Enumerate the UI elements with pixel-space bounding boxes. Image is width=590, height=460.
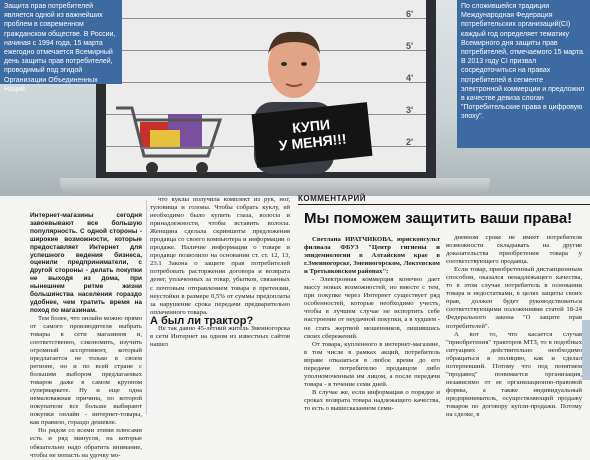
paragraph: Но рядом со всеми этими плюсами есть и ряд минусов, на которые обязательно надо обратить внимание, чтобы не попасть на удочку мо- bbox=[30, 427, 142, 459]
header-photo bbox=[0, 0, 590, 196]
article-column-1 bbox=[30, 212, 142, 460]
rubric-label: КОММЕНТАРИЙ bbox=[298, 194, 367, 203]
paragraph: что куклы получила комплект из рук, ног, туловища и головы. Чтобы собрать куклу, ей необходимо было купить глаза, волосы и принадлежности, чтобы вставить волосы. Женщина сделала скриншоты предложения продавца со своего компьютера и информации о продаже. Наличие информации о товаре и продавце позволило на основании ст. ст. 12, 13, 23.1 Закона о защите прав потребителей потребовать расторжения договора и возврата денег, уплаченных за товар, убытков, связанных с почтовым отправлением товара в претензии, неустойки в размере 0,5% от суммы предоплаты за нарушение срока передачи предварительно оплаченного товара. bbox=[150, 196, 290, 316]
paragraph: Тем более, что онлайн можно прямо от самого производителя выбрать товары в сети магазинов и, соответственно, сэкономить, изучить огромный ассортимент, который предлагается не только в своем регионе, но и по всей стране с большим выбором предлагаемых товаров даже в самом крупном супермаркете. Ну и еще одна немаловажная причина, по которой покупатели все больше выбирают покупки онлайн - интернет-товары, как правило, гораздо дешевле. bbox=[30, 314, 142, 427]
comment-column-1 bbox=[304, 236, 440, 413]
height-mark: 5' bbox=[406, 41, 414, 51]
sign-line-2: У МЕНЯ!!! bbox=[278, 130, 348, 154]
column-divider bbox=[146, 200, 147, 415]
subheading: А был ли трактор? bbox=[150, 314, 254, 327]
sign-line-1: КУПИ bbox=[291, 116, 331, 136]
author-intro: Светлана ИРАТЧИКОВА, юрисконсульт филиала ФБУЗ "Центр гигиены и эпидемиологии в Алтайском крае в г.Змеиногорске, Змеиногорском, Локтевском и Третьяковском районах": bbox=[304, 236, 440, 276]
paragraph: дневном сроке не имеет потребителя возможности складывать на другие доказательства приобретения товара у соответствующего продавца. bbox=[446, 234, 582, 266]
height-mark: 2' bbox=[406, 137, 414, 147]
laptop-base bbox=[60, 178, 490, 196]
paragraph: - Электронная коммерция конечно дает массу новых возможностей, но вместе с тем, при покупке через Интернет существует ряд особенностей, которые необходимо учесть, чтобы в лучшем случае не испортить себе настроение от неудачной покупки, а в худшем - не стать жертвой мошенников, лишившись своих сбережений. bbox=[304, 276, 440, 340]
paragraph: От товара, купленного в интернет-магазине, в том числе в рамках акций, потребитель вправе отказаться в любое время до его передачи потребителю продавцом либо уполномоченным им лицом, а после передачи товара - в течение семи дней. bbox=[304, 340, 440, 388]
shopping-cart-icon bbox=[110, 100, 235, 180]
rubric-rule bbox=[298, 204, 590, 205]
article-column-2 bbox=[150, 196, 290, 349]
height-mark: 3' bbox=[406, 105, 414, 115]
intro-box: Защита прав потребителей является одной из важнейших проблем в современном гражданском обществе. В России, начиная с 1994 года, 15 марта ежегодно отмечается Всемирный день защиты прав потребителей, проводимый под эгидой Организации Объединенных Наций. bbox=[0, 0, 122, 84]
paragraph: В случае же, если информация о порядке и сроках возврата товара надлежащего качества, то есть о вышесказанном семи- bbox=[304, 388, 440, 412]
paragraph: А вот то, что касается случая "приобретения" тракторов МТЗ, то в подобных ситуациях действительно необходимо обращаться в полицию, как и сделал потерпевший. Потому что под понятием "продавец" понимается организация, независимо от ее организационно-правовой формы, а также индивидуальный предприниматель, осуществляющий продажу товаров по договору купли-продажи. Потому на сделке, в bbox=[446, 330, 582, 419]
comment-headline: Мы поможем защитить ваши права! bbox=[304, 210, 573, 227]
lead-paragraph: Интернет-магазины сегодня завоевывают все большую популярность. С одной стороны - широкие возможности, которые предоставляет Интернет для успешного ведения бизнеса, оценили предприниматели, с другой стороны - делать покупки не выходя из дома, при нынешнем ритме жизни большинства населения гораздо удобнее, чем тратить время на поход по магазинам. bbox=[30, 212, 142, 314]
paragraph: Если товар, приобретенный дистанционным способом, оказался ненадлежащего качества, то в этом случае потребитель в основании товара и недостатками, в целях защиты своих прав, должен будет руководствоваться соответствующими положениями статей 18-24 Федерального закона "О защите прав потребителей". bbox=[446, 266, 582, 330]
info-box: По сложившейся традиции Международная Федерация потребительских организаций(СI) каждый год определяет тематику Всемирного дня защиты прав потребителей, отмечаемого 15 марта. В 2013 году СI призвал сосредоточиться на правах потребителей в сегменте электронной коммерции и предложил в качестве девиза слоган "Потребительские права в цифровую эпоху". bbox=[457, 0, 590, 148]
comment-column-2 bbox=[446, 234, 582, 419]
height-mark: 6' bbox=[406, 9, 414, 19]
paragraph: Не так давно 45-летний житель Змеиногорска в сети Интернет на одном из известных сайтов нашел bbox=[150, 324, 290, 348]
height-mark: 4' bbox=[406, 73, 414, 83]
page-edge-tab bbox=[582, 320, 590, 380]
